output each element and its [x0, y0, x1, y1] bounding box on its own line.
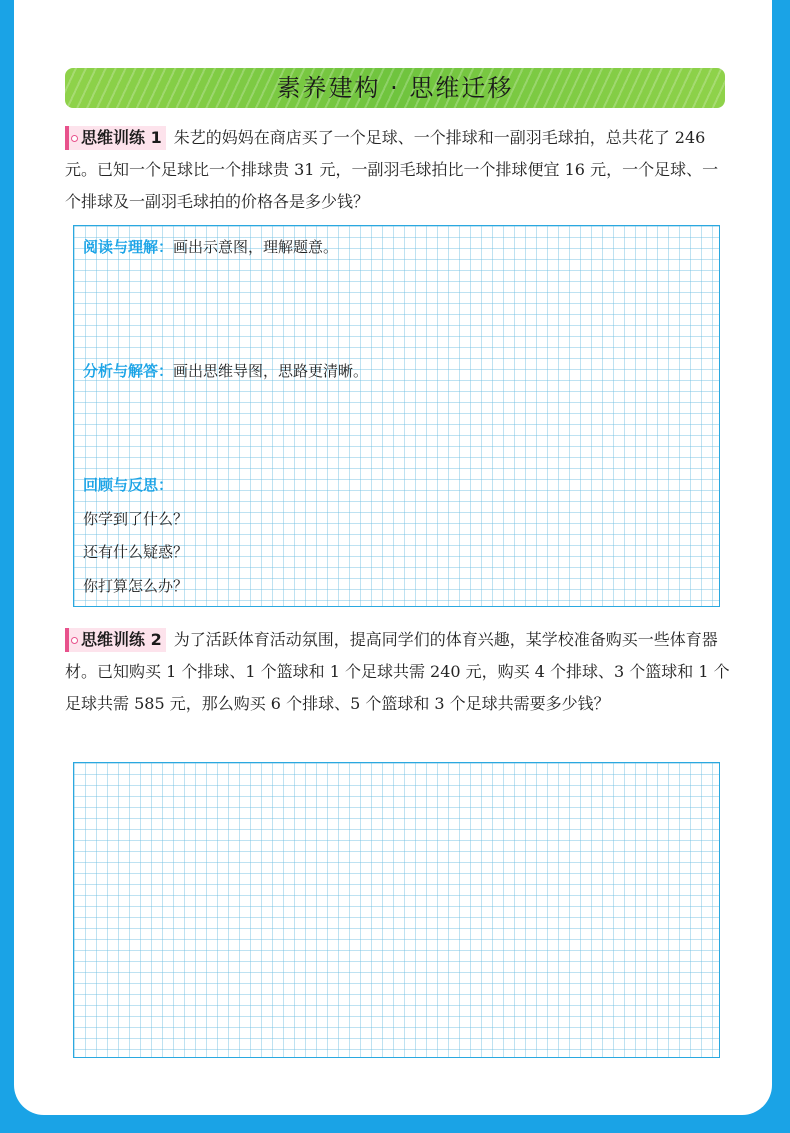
answer-grid-2[interactable] — [73, 762, 720, 1058]
answer-grid-1[interactable] — [73, 225, 720, 607]
reflection-question: 你打算怎么办？ — [83, 577, 189, 595]
analysis-hint: 画出思维导图，思路更清晰。 — [173, 362, 369, 380]
problem-1-text: 朱艺的妈妈在商店买了一个足球、一个排球和一副羽毛球拍，总共花了 246 元。已知一个足球比一个排球贵 31 元，一副羽毛球拍比一个排球便宜 16 元，一个足球、一个排球及一副羽毛球拍的价格各是多少钱？ — [65, 128, 719, 211]
reading-section — [83, 236, 338, 258]
worksheet-page — [14, 0, 772, 1115]
problem-2-label-text: 思维训练 2 — [81, 630, 162, 649]
bullet-dot-icon — [71, 637, 78, 644]
problem-2 — [65, 624, 731, 720]
problem-1-label-text: 思维训练 1 — [81, 128, 162, 147]
problem-2-text: 为了活跃体育活动氛围，提高同学们的体育兴趣，某学校准备购买一些体育器材。已知购买 1 个排球、1 个篮球和 1 个足球共需 240 元，购买 4 个排球、3 个篮球和 1 个足球共需 585 元，那么购买 6 个排球、5 个篮球和 3 个足球共需要多少钱？ — [65, 630, 730, 713]
reading-hint: 画出示意图，理解题意。 — [173, 238, 339, 256]
problem-2-label — [65, 628, 166, 652]
reflection-heading: 回顾与反思： — [83, 476, 174, 494]
problem-1 — [65, 122, 731, 218]
problem-1-label — [65, 126, 166, 150]
analysis-heading: 分析与解答： — [83, 362, 174, 380]
reading-heading: 阅读与理解： — [83, 238, 174, 256]
analysis-section — [83, 360, 368, 382]
banner-title: 素养建构 · 思维迁移 — [276, 74, 514, 102]
section-banner — [65, 68, 725, 108]
reflection-question: 还有什么疑惑？ — [83, 543, 189, 561]
bullet-dot-icon — [71, 135, 78, 142]
reflection-question: 你学到了什么？ — [83, 510, 189, 528]
